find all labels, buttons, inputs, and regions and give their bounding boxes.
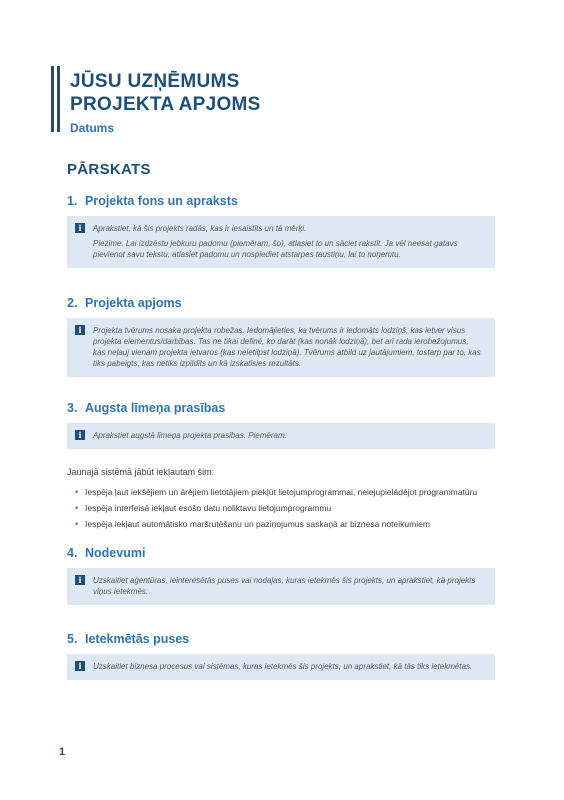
section-number: 3. bbox=[67, 401, 78, 415]
section-title: Ietekmētās puses bbox=[85, 632, 190, 646]
tip-box[interactable] bbox=[67, 216, 495, 268]
tip-text: Uzskaitiet aģentūras, ieinteresētās puses vai nodaļas, kuras ietekmēs šis projekts, un aprakstiet, kā projekts viņus ietekmēs. bbox=[93, 576, 476, 596]
info-icon: i bbox=[75, 430, 85, 440]
requirements-list bbox=[67, 487, 495, 530]
date-field[interactable]: Datums bbox=[70, 121, 115, 135]
requirements-intro[interactable]: Jaunajā sistēmā jābūt iekļautam šim: bbox=[67, 467, 215, 477]
tip-box[interactable] bbox=[67, 318, 495, 377]
section-scope bbox=[67, 296, 495, 377]
tip-box[interactable] bbox=[67, 568, 495, 605]
info-icon: i bbox=[75, 575, 85, 585]
title-accent-bar bbox=[57, 66, 60, 132]
info-icon: i bbox=[75, 325, 85, 335]
tip-box[interactable] bbox=[67, 423, 495, 449]
list-item[interactable]: • Iespēja ļaut iekšējiem un ārējiem lietotājiem piekļūt lietojumprogrammai, neiejupielādējot programmatūru bbox=[67, 487, 495, 498]
title-accent-bar bbox=[51, 66, 54, 132]
section-title: Nodevumi bbox=[85, 546, 146, 560]
section-number: 2. bbox=[67, 296, 78, 310]
section-high-level-requirements bbox=[67, 401, 495, 535]
info-icon: i bbox=[75, 661, 85, 671]
section-title: Projekta fons un apraksts bbox=[85, 194, 238, 208]
tip-text: Uzskaitiet biznesa procesus vai sistēmas, kuras ietekmēs šis projekts, un aprakstiet, kā tās tiks ietekmētas. bbox=[93, 662, 473, 671]
tip-text: Aprakstiet augstā līmeņa projekta prasības. Piemēram: bbox=[93, 431, 287, 440]
section-heading[interactable] bbox=[67, 401, 495, 415]
tip-box[interactable] bbox=[67, 654, 495, 680]
section-heading[interactable] bbox=[67, 194, 495, 208]
title-block bbox=[70, 70, 261, 135]
tip-text: Piezīme. Lai izdzēstu jebkuru padomu (piemēram, šo), atlasiet to un sāciet rakstīt. Ja vēl neesat gatavs pievienot savu tekstu, atlasiet padomu un nospiediet atstarpes taustiņu, lai to noņemtu. bbox=[93, 239, 458, 259]
tip-text: Projekta tvērums nosaka projekta robežas. Iedomājieties, ka tvērums ir iedomāts lodziņš, kas ietver visus projekta elementus/darbības. Tas ne tikai definē, ko darāt (kas nonāk lodziņā), bet arī rada ierobežojumus, kas neļauj vienam projekta ietvaros (kas neietilpst lodziņā). Tvērums atbild uz jautājumiem, tostarp par to, kas tiks pabeigts, kas netiks izpildīts un kā izskatīsies rezultāts. bbox=[93, 326, 481, 368]
document-title-line-1[interactable]: JŪSU UZŅĒMUMS bbox=[70, 71, 240, 92]
list-item[interactable]: • Iespēja iekļaut automātisko maršrutēšanu un paziņojumus saskaņā ar biznesa noteikumiem bbox=[67, 519, 495, 530]
section-affected-parties bbox=[67, 632, 495, 680]
section-title: Augsta līmeņa prasības bbox=[85, 401, 226, 415]
section-deliverables bbox=[67, 546, 495, 605]
list-item[interactable]: • Iespēja interfeisā iekļaut esošo datu noliktavu lietojumprogrammu bbox=[67, 503, 495, 514]
section-background bbox=[67, 194, 495, 268]
section-heading[interactable] bbox=[67, 296, 495, 310]
info-icon: i bbox=[75, 223, 85, 233]
section-heading[interactable] bbox=[67, 632, 495, 646]
overview-heading[interactable]: PĀRSKATS bbox=[67, 161, 151, 178]
section-number: 4. bbox=[67, 546, 78, 560]
page-number: 1 bbox=[59, 746, 66, 758]
section-number: 5. bbox=[67, 632, 78, 646]
section-number: 1. bbox=[67, 194, 78, 208]
document-title-line-2[interactable]: PROJEKTA APJOMS bbox=[70, 94, 261, 115]
tip-text: Aprakstiet, kā šis projekts radās, kas ir iesaistīts un tā mērķi. bbox=[93, 224, 307, 233]
section-title: Projekta apjoms bbox=[85, 296, 182, 310]
section-heading[interactable] bbox=[67, 546, 495, 560]
